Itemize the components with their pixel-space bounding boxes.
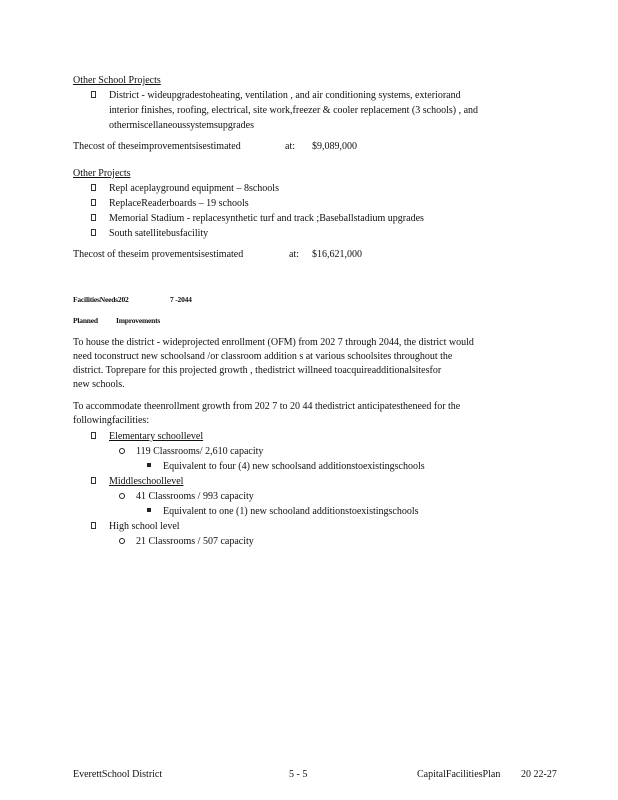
footer-page-number: 5 - 5 [289,769,308,780]
circle-bullet-icon [119,538,125,544]
footer-year: 20 22-27 [521,769,557,780]
cost-label: Thecost of theseimprovementsisestimated [73,141,241,152]
paragraph-line: followingfacilities: [73,415,150,426]
checkbox-bullet-icon [91,477,96,484]
bullet-text-line-3: othermiscellaneoussystemsupgrades [109,120,254,131]
cost-statement-1 [73,140,241,153]
facilities-needs-years: 7 -2044 [170,295,192,304]
circle-bullet-icon [119,448,125,454]
paragraph-line: new schools. [73,379,125,390]
paragraph-line: district. Toprepare for this projected growth , thedistrict willneed toacquireadditionalsitesfor [73,365,442,376]
footer-plan-title: CapitalFacilitiesPlan [417,769,501,780]
high-level-label: High school level [109,521,180,532]
planned-label: Planned [73,316,98,325]
elementary-capacity: 119 Classrooms/ 2,610 capacity [136,446,264,457]
cost-at-label: at: [289,249,299,260]
improvements-label: Improvements [116,316,161,325]
other-projects-heading: Other Projects [73,168,131,179]
checkbox-bullet-icon [91,184,96,191]
paragraph-line: To accommodate theenrollment growth from 202 7 to 20 44 thedistrict anticipatestheneed for the [73,401,461,412]
bullet-text-line-1: District - wideupgradestoheating, ventilation , and air conditioning systems, exteriorand [109,90,461,101]
high-capacity: 21 Classrooms / 507 capacity [136,536,254,547]
cost-statement-2: Thecost of theseim provementsisestimated [73,249,244,260]
bullet-text-line-2: interior finishes, roofing, electrical, site work,freezer & cooler replacement (3 schools) , and [109,105,479,116]
checkbox-bullet-icon [91,199,96,206]
project-item: ReplaceReaderboards – 19 schools [109,198,249,209]
facilities-needs-title: FacilitiesNeeds202 [73,295,129,304]
elementary-equivalent: Equivalent to four (4) new schoolsand additionstoexistingschools [163,461,425,472]
footer-district: EverettSchool District [73,769,163,780]
middle-capacity: 41 Classrooms / 993 capacity [136,491,254,502]
checkbox-bullet-icon [91,91,96,98]
project-item: Repl aceplayground equipment – 8schools [109,183,279,194]
other-school-projects-heading: Other School Projects [73,75,161,86]
middle-level-label: Middleschoollevel [109,476,184,487]
checkbox-bullet-icon [91,522,96,529]
paragraph-line: To house the district - wideprojected enrollment (OFM) from 202 7 through 2044, the district would [73,337,474,348]
cost-at-label: at: [285,141,295,152]
middle-equivalent: Equivalent to one (1) new schooland additionstoexistingschools [163,506,419,517]
project-item: Memorial Stadium - replacesynthetic turf and track ;Baseballstadium upgrades [109,213,424,224]
circle-bullet-icon [119,493,125,499]
checkbox-bullet-icon [91,229,96,236]
square-bullet-icon [147,508,151,512]
paragraph-line: need toconstruct new schoolsand /or classroom addition s at various schoolsites throughout the [73,351,453,362]
square-bullet-icon [147,463,151,467]
checkbox-bullet-icon [91,432,96,439]
checkbox-bullet-icon [91,214,96,221]
cost-value: $9,089,000 [312,141,357,152]
elementary-level-label: Elementary schoollevel [109,431,204,442]
cost-value: $16,621,000 [312,249,362,260]
project-item: South satellitebusfacility [109,228,209,239]
